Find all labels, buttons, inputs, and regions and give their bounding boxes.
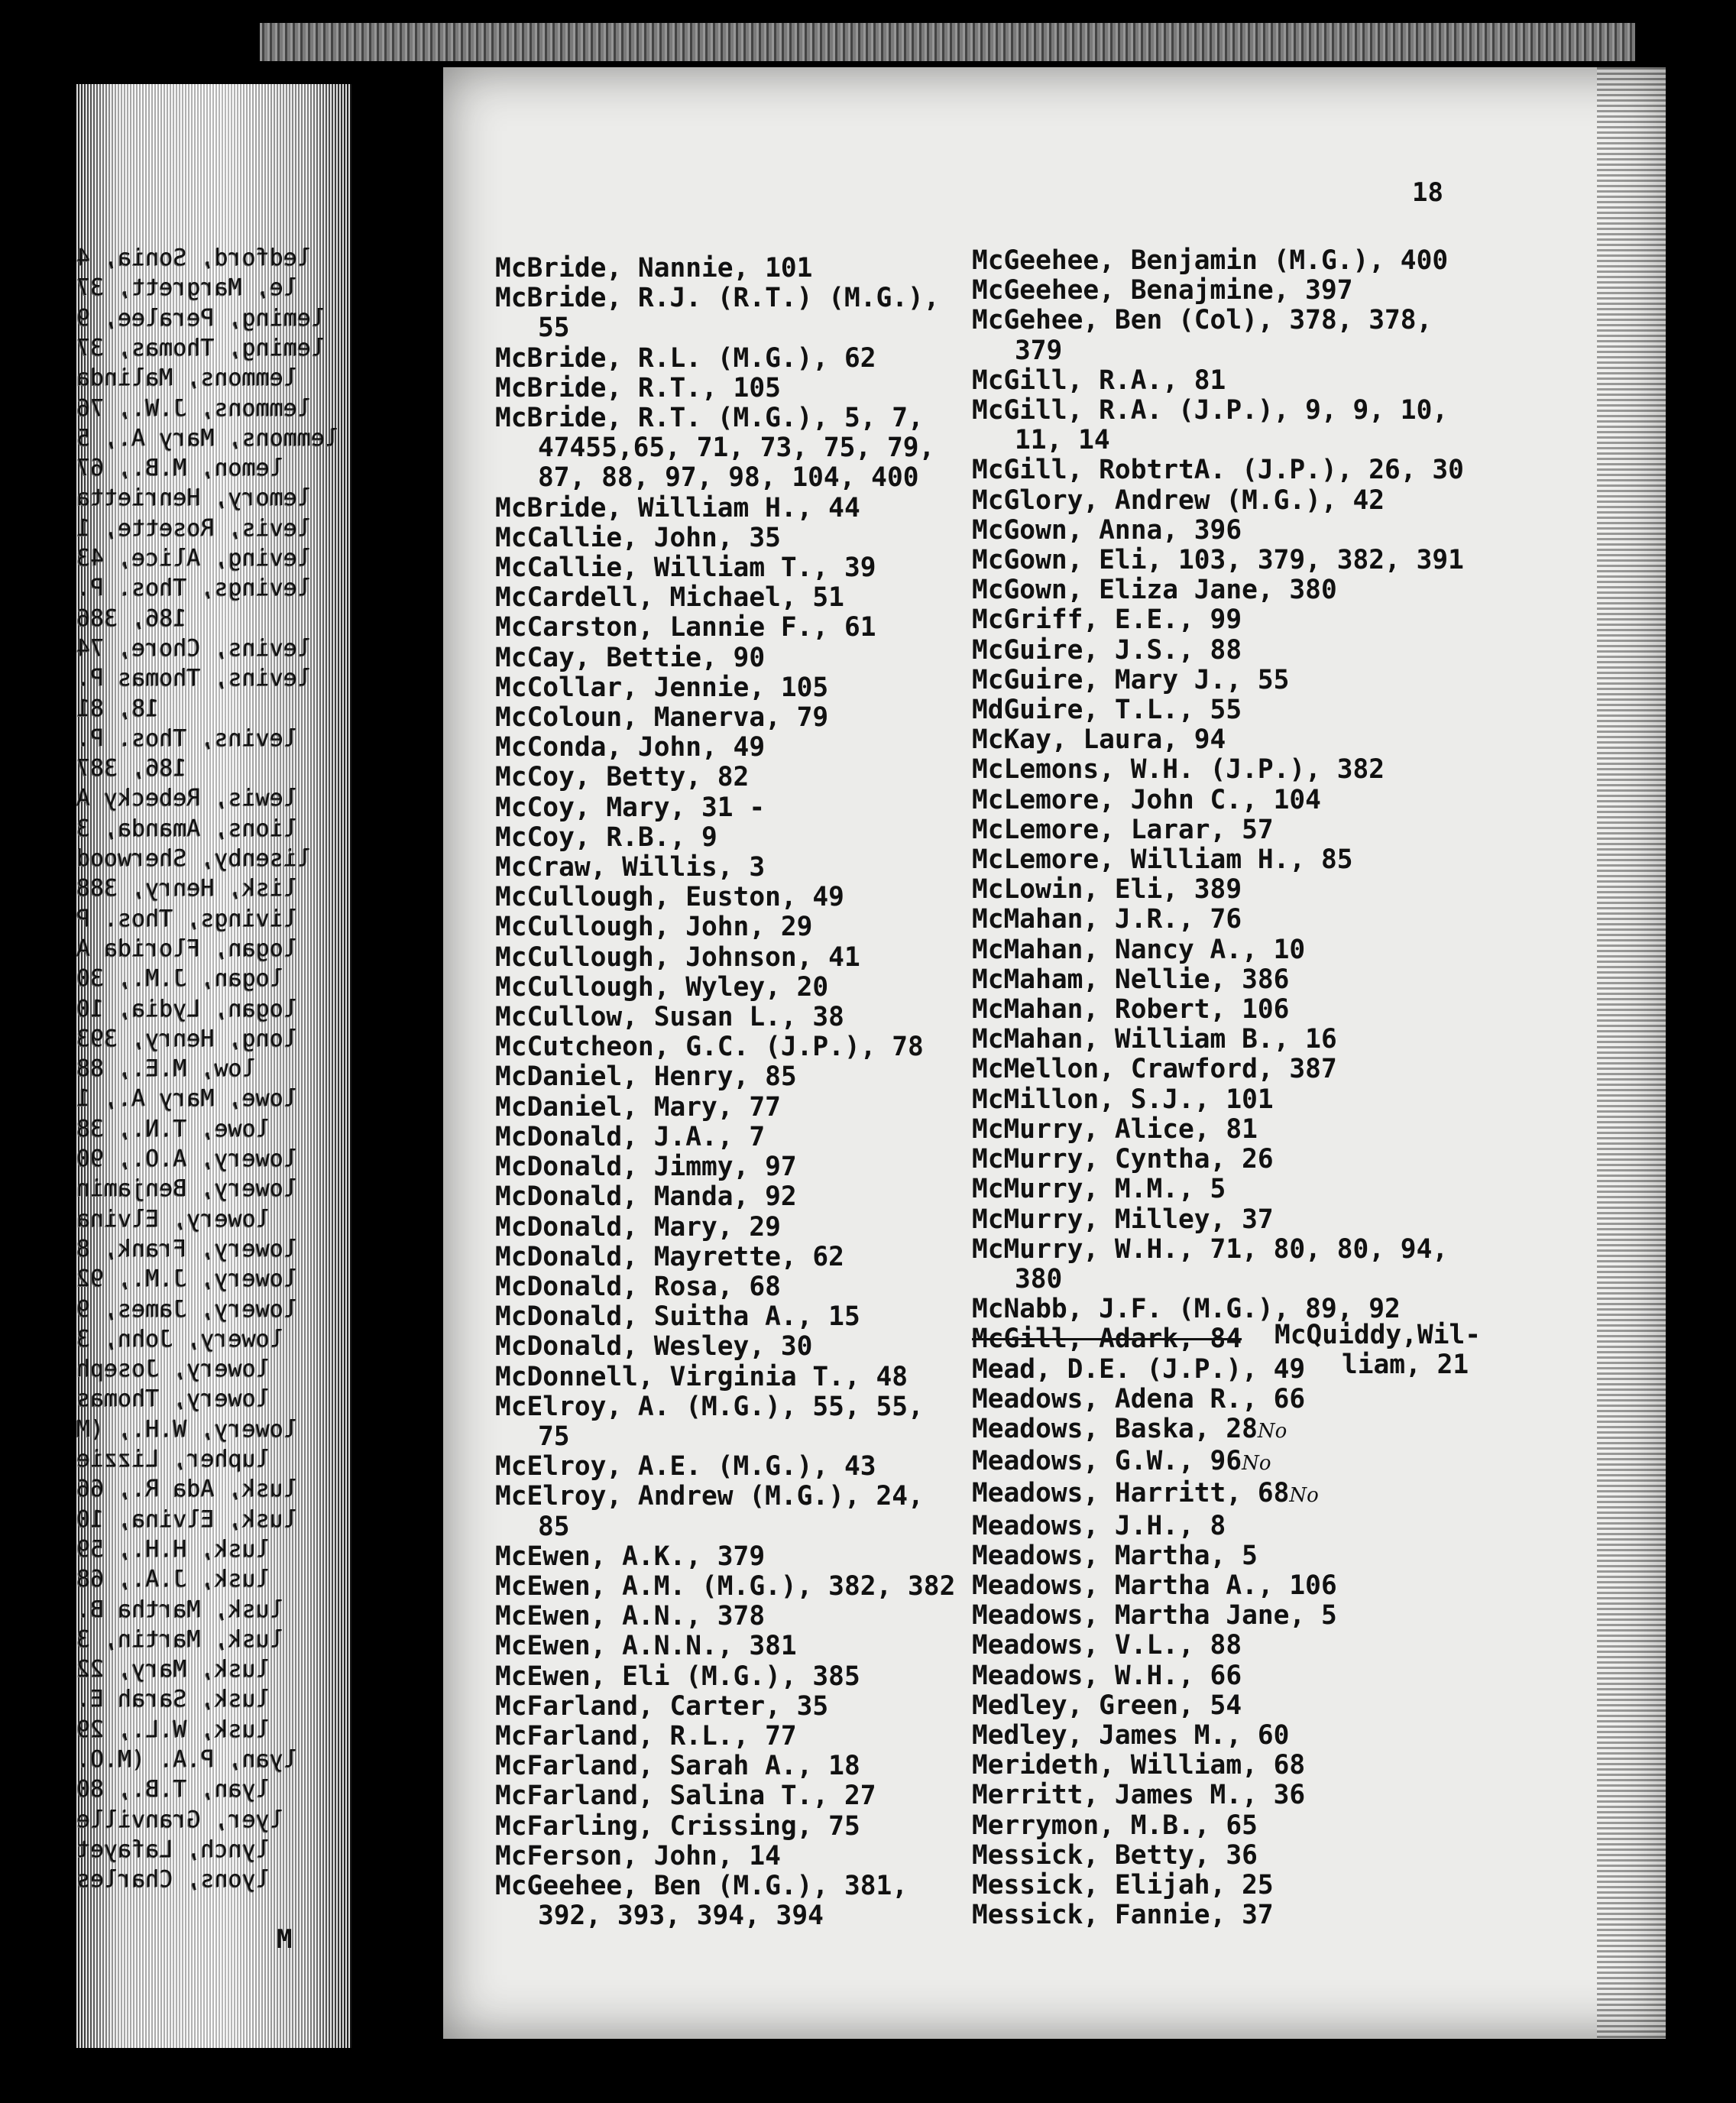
facing-page-line: levins, Thomas P. [76,665,312,692]
facing-page-line: lisenby, Sherwood [76,845,312,872]
index-entry-text: McDonald, Manda, 92 [495,1181,797,1213]
index-entry-text: Merritt, James M., 36 [972,1780,1306,1811]
facing-page-line: lemmons, Malinda [76,365,297,392]
handwritten-note: No [1242,1452,1271,1476]
facing-page-bleedthrough [76,84,351,2048]
index-entry [495,344,955,374]
index-entry-text: Meadows, Adena R., 66 [972,1383,1306,1414]
index-entry [495,973,955,1003]
index-entry [972,1145,1464,1175]
index-entry [495,673,955,703]
index-entry [972,1631,1464,1661]
facing-page-line: long, Henry, 393 [76,1025,297,1052]
facing-page-line: lowery, Benjamin [76,1175,297,1203]
index-entry [495,733,955,763]
facing-page-line: lemmons, J.W., 76 [76,394,312,422]
facing-page-line: lowery, Frank, 8 [76,1235,297,1262]
index-entry [495,1662,955,1692]
index-entry [972,366,1464,396]
index-entry-continuation: 47455,65, 71, 73, 75, 79, [538,433,935,464]
facing-page-line: lowery, A.O., 90 [76,1145,297,1172]
index-entry-text: McMahan, Nancy A., 10 [972,934,1306,965]
facing-page-line: lemmons, Mary A., 5 [76,424,339,452]
index-entry-text: McGown, Eliza Jane, 380 [972,575,1337,606]
index-entry-text: McDonald, Mayrette, 62 [495,1241,844,1272]
index-entry [972,1721,1464,1751]
index-entry [495,374,955,403]
index-entry-text: McMahan, Robert, 106 [972,994,1290,1026]
index-entry-text: McLemons, W.H. (J.P.), 382 [972,754,1385,786]
index-entry [495,1032,955,1062]
index-entry [495,1452,955,1482]
index-entry-text: Medley, Green, 54 [972,1690,1242,1721]
facing-page-line: lusk, H.H., 59 [76,1535,270,1563]
index-entry-continuation: 11, 14 [1015,425,1110,456]
index-entry [972,1601,1464,1631]
facing-page-line: leming, Peralee, 9 [76,304,326,332]
index-entry-text: McLemore, John C., 104 [972,784,1321,815]
index-entry-text: McMurry, W.H., 71, 80, 80, 94, [972,1233,1449,1265]
index-entry [495,523,955,553]
index-entry-text: McCraw, Willis, 3 [495,852,766,883]
index-entry [495,583,955,613]
facing-page-line: lusk, Sarah E. [76,1686,270,1713]
index-entry [972,516,1464,546]
facing-page-line: lyons, Charles [76,1866,270,1894]
facing-page-line: lowery, Elvina [76,1205,270,1233]
index-entry [495,1392,955,1422]
index-entry [972,1691,1464,1721]
index-entry [495,1751,955,1781]
index-entry-text: Messick, Elijah, 25 [972,1869,1274,1900]
facing-page-line: lusk, J.A., 68 [76,1566,270,1593]
index-entry-text: McDonnell, Virginia T., 48 [495,1361,908,1392]
index-entry-continuation: 379 [1015,335,1063,366]
index-entry-text: McDonald, Wesley, 30 [495,1331,813,1363]
index-entry-text: McElroy, Andrew (M.G.), 24, [495,1481,924,1512]
index-entry-text: McGriff, E.E., 99 [972,604,1242,636]
index-entry-text: McMurry, M.M., 5 [972,1174,1226,1205]
index-entry-continuation: 55 [538,313,570,344]
index-entry [972,725,1464,755]
index-entry-continuation: 85 [538,1511,570,1542]
facing-page-line: lusk, Martin, 3 [76,1625,283,1653]
index-entry-text: McFarland, Sarah A., 18 [495,1751,860,1782]
index-entry [972,1871,1464,1900]
index-entry [495,1871,955,1901]
index-entry [495,613,955,643]
index-entry [495,643,955,673]
index-entry-text: McFerson, John, 14 [495,1840,781,1871]
index-entry-continuation: 392, 393, 394, 394 [538,1900,824,1932]
index-entry-text: McCoy, R.B., 9 [495,821,717,853]
index-entry [495,1781,955,1811]
facing-page-line: lusk, Martha B. [76,1596,283,1623]
facing-page-line: 186, 387 [76,755,187,783]
facing-page-line: lewis, Rebecky A [76,785,297,812]
index-entry-text: McCullough, Johnson, 41 [495,941,860,973]
facing-page-line: 18, 81 [76,695,160,722]
index-entry-text: Medley, James M., 60 [972,1719,1290,1751]
margin-insertion-note [1274,1320,1481,1380]
index-entry-text: McCutcheon, G.C. (J.P.), 78 [495,1032,924,1063]
index-entry-text: McGill, R.A. (J.P.), 9, 9, 10, [972,395,1449,426]
facing-page-line: lowery, Thomas [76,1385,270,1413]
index-entry [495,1572,955,1602]
index-entry-text: McElroy, A. (M.G.), 55, 55, [495,1391,924,1422]
index-entry-text: McGown, Anna, 396 [972,514,1242,546]
index-entry [495,943,955,973]
index-entry [972,1512,1464,1541]
facing-page-line: livings, Thos. P [76,905,297,932]
facing-page-line: 186, 386 [76,604,187,632]
index-entry [495,1213,955,1243]
index-entry [972,875,1464,905]
index-entry [972,1479,1464,1511]
index-entry-text: McMellon, Crawford, 387 [972,1054,1337,1085]
index-entry-text: McEwen, Eli (M.G.), 385 [495,1661,860,1692]
facing-page-line: lemory, Henrietta [76,484,312,512]
index-entry [495,1632,955,1661]
index-entry [495,1062,955,1092]
index-entry [495,1602,955,1632]
facing-page-line: lyer, Granville [76,1806,283,1833]
facing-page-line: le, Margrett, 37 [76,274,297,302]
index-entry-text: McFarland, Carter, 35 [495,1690,829,1722]
facing-page-line: lyan, T.B., 80 [76,1776,270,1803]
index-entry-text: McGuire, J.S., 88 [972,634,1242,666]
book-binding [351,76,443,2063]
index-entry [495,1243,955,1272]
index-entry-text: McGill, RobtrtA. (J.P.), 26, 30 [972,455,1464,486]
facing-page-line: lowe, T.N., 38 [76,1115,270,1142]
index-entry-text: McMillon, S.J., 101 [972,1084,1274,1115]
index-entry [495,403,955,433]
handwritten-note: No [1289,1484,1319,1508]
index-entry-text: McConda, John, 49 [495,732,766,763]
facing-page-line: lynch, Lafayet [76,1836,270,1863]
index-entry [495,1542,955,1572]
index-entry-text: McDonald, J.A., 7 [495,1121,766,1152]
index-entry [972,1900,1464,1930]
index-entry-text: McNabb, J.F. (M.G.), 89, 92 [972,1294,1401,1325]
index-entry-text: McMurry, Alice, 81 [972,1113,1258,1145]
index-entry-text: McCullough, Wyley, 20 [495,971,829,1003]
index-entry-text: McCullough, Euston, 49 [495,882,844,913]
index-entry-text: Messick, Betty, 36 [972,1839,1258,1871]
index-entry [495,553,955,583]
facing-page-line: logan, Florida A [76,935,297,962]
index-entry-text: Meadows, V.L., 88 [972,1630,1242,1661]
index-entry-text: McGown, Eli, 103, 379, 382, 391 [972,545,1464,576]
index-entry [972,1541,1464,1571]
facing-page-line: lowery, J.M., 92 [76,1265,297,1293]
index-entry [495,883,955,912]
index-entry-text: McCardell, Michael, 51 [495,582,844,614]
index-entry [972,1055,1464,1084]
facing-page-line: lusk, Mary, 22 [76,1656,270,1683]
index-entry-text: McDonald, Jimmy, 97 [495,1152,797,1183]
facing-page-line: lusk, Elvina, 10 [76,1505,297,1533]
index-entry [972,1447,1464,1479]
index-entry [972,246,1464,276]
facing-page-line: lions, Amanda, 3 [76,815,297,842]
index-entry-text: Meadows, Martha Jane, 5 [972,1600,1337,1632]
handwritten-note: No [1257,1419,1287,1443]
index-entry-text: McFarland, Salina T., 27 [495,1781,876,1812]
index-entry-text: McMurry, Cyntha, 26 [972,1144,1274,1175]
index-entry-continuation: 380 [1015,1263,1063,1295]
index-entry-text: McCoy, Mary, 31 - [495,792,766,823]
index-entry-text: McCullow, Susan L., 38 [495,1002,844,1033]
index-entry [495,1842,955,1871]
index-entry [972,935,1464,965]
index-entry [495,1182,955,1212]
index-entry-text: McCarston, Lannie F., 61 [495,612,876,643]
index-entry-text: McGeehee, Benajmine, 397 [972,275,1353,306]
index-entry-text: McCullough, John, 29 [495,912,813,943]
index-entry [972,995,1464,1025]
index-entry [495,1722,955,1751]
index-entry [972,1781,1464,1810]
index-entry-text: McEwen, A.K., 379 [495,1541,766,1572]
index-entry-text: Meadows, J.H., 8 [972,1510,1226,1541]
index-entry-text: MdGuire, T.L., 55 [972,695,1242,726]
index-entry-text: Meadows, Baska, 28 [972,1413,1258,1444]
index-entry [972,276,1464,306]
index-entry [495,284,955,313]
index-entry [972,486,1464,516]
facing-page-line: lyan, P.A. (M.O. [76,1746,297,1773]
index-entry-text: Meadows, Martha A., 106 [972,1570,1337,1601]
facing-page-line: lusk, Ada R., 66 [76,1476,297,1503]
index-entry-text: Mead, D.E. (J.P.), 49 [972,1353,1306,1385]
index-entry-text: Meadows, W.H., 66 [972,1660,1242,1691]
facing-page-line: lemon, M.B., 67 [76,455,283,482]
index-entry [972,455,1464,485]
index-entry-text: McFarland, R.L., 77 [495,1720,797,1751]
index-entry-text: Merrymon, M.B., 65 [972,1810,1258,1841]
index-entry [972,1115,1464,1145]
index-entry-text: McGill, Adark, 84 [972,1324,1242,1355]
index-entry-text: McDonald, Mary, 29 [495,1211,781,1243]
index-entry [495,1363,955,1392]
index-entry [972,1414,1464,1447]
index-entry [972,1841,1464,1871]
index-entry-text: McDonald, Suitha A., 15 [495,1301,860,1333]
index-entry-text: McGuire, Mary J., 55 [972,664,1290,695]
index-entry-text: McCay, Bettie, 90 [495,642,766,673]
index-entry [495,254,955,284]
index-entry [972,905,1464,935]
facing-page-line: leming, Thomas, 37 [76,334,326,361]
index-entry-text: Meadows, Harritt, 68 [972,1478,1290,1509]
index-entry-text: McGeehee, Ben (M.G.), 381, [495,1870,908,1901]
index-entry-text: McBride, William H., 44 [495,492,860,523]
index-entry-continuation: 75 [538,1421,570,1452]
facing-page-line: leving, Alice, 43 [76,545,312,572]
index-entry [495,1692,955,1722]
index-entry [972,306,1464,335]
index-entry [972,1751,1464,1781]
index-entry [495,1332,955,1362]
index-entry [972,1385,1464,1414]
index-entry [972,666,1464,695]
facing-page-line: lowery, John, 3 [76,1325,283,1353]
index-entry [972,1025,1464,1055]
facing-page-line: low, M.E., 88 [76,1055,256,1083]
index-entry-text: McKay, Laura, 94 [972,724,1226,756]
index-entry [495,1272,955,1302]
index-entry [495,1812,955,1842]
facing-page-line: lupher, Lizzie [76,1446,270,1473]
index-column-right [972,246,1464,1930]
index-entry-text: Meadows, G.W., 96 [972,1446,1242,1477]
index-entry-text: McCallie, William T., 39 [495,552,876,584]
index-entry-text: Merideth, William, 68 [972,1750,1306,1781]
index-entry-text: McMahan, William B., 16 [972,1024,1337,1055]
index-entry-text: McCoy, Betty, 82 [495,762,750,793]
index-entry [972,575,1464,605]
index-entry [972,1571,1464,1601]
index-entry-text: McBride, R.J. (R.T.) (M.G.), [495,283,940,314]
index-entry [495,1152,955,1182]
facing-page-line: levings, Thos. P. [76,575,312,602]
index-entry [972,1811,1464,1841]
index-entry-text: McBride, R.T., 105 [495,372,781,403]
index-entry [972,965,1464,995]
index-entry-text: Messick, Fannie, 37 [972,1900,1274,1931]
index-entry [495,823,955,853]
facing-page-line: lowery, W.H., (M [76,1415,297,1443]
facing-page-line: levis, Rosette, 1 [76,514,312,542]
index-entry [972,1175,1464,1204]
index-entry-text: McBride, Nannie, 101 [495,253,813,284]
index-entry [972,845,1464,875]
index-entry [495,1302,955,1332]
index-entry-text: McMahan, J.R., 76 [972,904,1242,935]
index-entry-text: McGeehee, Benjamin (M.G.), 400 [972,245,1449,276]
facing-page-line: lisk, Henry, 388 [76,875,297,902]
index-entry [972,1661,1464,1691]
index-entry-text: McElroy, A.E. (M.G.), 43 [495,1451,876,1482]
index-entry-text: McCollar, Jennie, 105 [495,672,829,703]
index-entry [495,1482,955,1512]
index-entry-text: McGill, R.A., 81 [972,365,1226,396]
index-entry-text: McDaniel, Henry, 85 [495,1061,797,1093]
index-entry-text: McBride, R.L. (M.G.), 62 [495,342,876,374]
index-entry-text: McEwen, A.N., 378 [495,1601,766,1632]
index-entry-continuation: 87, 88, 97, 98, 104, 400 [538,462,919,494]
index-entry [495,912,955,942]
index-entry-text: McBride, R.T. (M.G.), 5, 7, [495,403,924,434]
index-column-left [495,254,955,1931]
index-entry [495,793,955,823]
index-entry [972,695,1464,725]
index-entry [972,1235,1464,1265]
index-entry [495,703,955,733]
facing-page-index-letter: M [277,1924,293,1955]
index-entry-text: McGlory, Andrew (M.G.), 42 [972,484,1385,516]
index-entry-text: McCallie, John, 35 [495,522,781,553]
index-entry [972,605,1464,635]
scan-top-edge [260,23,1635,61]
index-entry-text: McLemore, Larar, 57 [972,814,1274,845]
index-entry [495,763,955,792]
facing-page-line: lowery, Joseph [76,1356,270,1383]
facing-page-line: lusk, W.L., 29 [76,1716,270,1743]
index-entry [972,1205,1464,1235]
facing-page-line: ledford, Sonia, 4 [76,245,312,271]
index-entry-text: McLowin, Eli, 389 [972,874,1242,906]
index-entry-text: Meadows, Martha, 5 [972,1540,1258,1571]
index-entry [972,786,1464,815]
index-entry-text: McDonald, Rosa, 68 [495,1271,781,1302]
index-entry [495,1093,955,1123]
index-entry [495,1003,955,1032]
index-entry-text: McColoun, Manerva, 79 [495,702,829,734]
index-entry-text: McMaham, Nellie, 386 [972,964,1290,995]
index-entry [495,1123,955,1152]
facing-page-line: levins, Thos. P. [76,724,297,752]
index-entry-text: McMurry, Milley, 37 [972,1204,1274,1235]
facing-page-line: logan, Lydia, 10 [76,995,297,1022]
index-entry-text: McFarling, Crissing, 75 [495,1810,860,1842]
index-entry [495,494,955,523]
index-entry-text: McGehee, Ben (Col), 378, 378, [972,305,1433,336]
index-entry [972,1085,1464,1115]
facing-page-line: lowery, James, 9 [76,1295,297,1323]
index-entry [972,755,1464,785]
index-entry [972,815,1464,845]
index-entry [972,396,1464,426]
index-entry [495,853,955,883]
index-entry [972,546,1464,575]
index-entry-text: McDaniel, Mary, 77 [495,1091,781,1123]
index-entry-text: McEwen, A.N.N., 381 [495,1631,797,1662]
margin-note-line: McQuiddy,Wil- [1274,1320,1482,1350]
page-number: 18 [1412,177,1443,208]
margin-note-line: liam, 21 [1342,1350,1469,1381]
facing-page-line: logan, J.M., 30 [76,965,283,993]
index-entry [972,636,1464,666]
index-entry-text: McEwen, A.M. (M.G.), 382, 382 [495,1570,956,1602]
facing-page-line: lowe, Mary A., 1 [76,1085,297,1113]
index-entry-text: McLemore, William H., 85 [972,844,1353,876]
facing-page-line: levins, Chore, 74 [76,634,312,662]
